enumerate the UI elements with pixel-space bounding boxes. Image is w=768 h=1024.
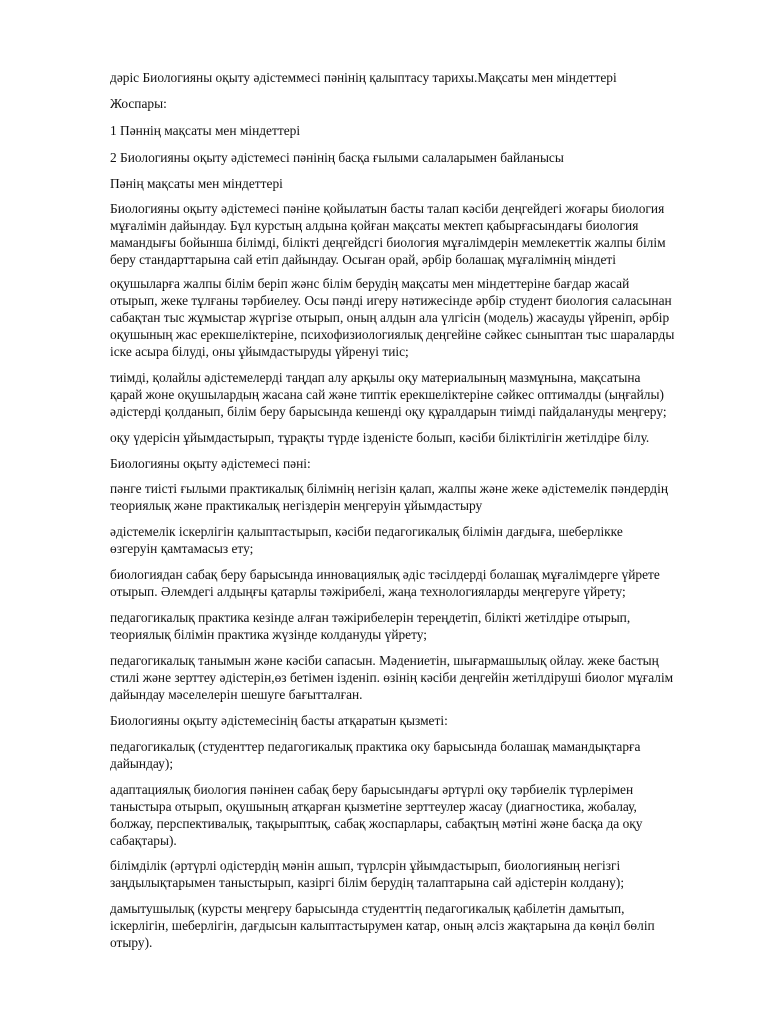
paragraph-subject-4: педагогикалық практика кезінде алған тәжірибелерін тереңдетіп, білікті жетілдіре отырып, теориялық білімін практика жүзінде колдануды үйрету; xyxy=(110,610,631,642)
paragraph-function-developing: дамытушылық (курсты меңгеру барысында студенттің педагогикалық қабілетін дамытып, іскерлігін, шеберлігін, дағдысын калыптастырумен катар, оның әлсіз жақтарына да көңіл бөліп отыру). xyxy=(110,901,655,950)
plan-heading: Жоспары: xyxy=(110,96,167,111)
paragraph-function-adaptive: адаптациялық биология пәнінен сабақ беру барысындағы әртүрлі оқу тәрбиелік түрлерімен таныстыра отырып, оқушының атқарған қызметіне зерттеулер жасау (диагностика, жобалау, болжау, перспективалық, тақырыптық, сабақ жоспарлары, сабақтың мәтіні және басқа да оқу сабақтары). xyxy=(110,782,643,848)
paragraph-subject-heading: Биологияны оқыту әдістемесі пәні: xyxy=(110,456,311,471)
paragraph-subject-2: әдістемелік іскерлігін қалыптастырып, кәсіби педагогикалық білімін дағдыға, шеберлікке өзгеруін қамтамасыз ету; xyxy=(110,524,623,556)
section-heading: Пәнің мақсаты мен міндеттері xyxy=(110,176,283,191)
paragraph-functions-heading: Биологияны оқыту әдістемесінің басты атқаратын қызметі: xyxy=(110,713,448,728)
paragraph-subject-5: педагогикалық танымын және кәсіби сапасын. Мәдениетін, шығармашылық ойлау. жеке бастың стилі және зерттеу әдістерін,өз бетімен ізденіп. өзінің кәсіби деңгейін жетілдіруші биолог мұғалім дайындау мәселелерін шешуге бағытталған. xyxy=(110,653,674,702)
paragraph-goal: Биологияны оқыту әдістемесі пәніне қойылатын басты талап кәсіби деңгейдегі жоғары биология мұғалімін дайындау. Бұл курстың алдына қойған мақсаты мектеп қабырғасындағы биология мамандығы бойынша білімді, білікті деңгейдсгі биология мұғалімдерін мемлекеттік жалпы білім беру стандарттарына сай етіп дайындау. Осыған орай, әрбір болашақ мұғалімнің міндеті xyxy=(110,201,666,267)
paragraph-students: оқушыларға жалпы білім беріп жәнс білім берудің мақсаты мен міндеттеріне бағдар жасай отырып, жеке тұлғаны тәрбиелеу. Осы пәнді игеру нәтижесінде әрбір студент биология саласынан сабақтан тыс жұмыстар жүргізе отырып, оның алдын ала үлгісін (модель) жасауды үйреніп, әрбір оқушының жас ерекшеліктеріне, психофизиологиялық деңгейіне сәйкес сыныптан тыс шараларды іске асыра білуді, оны ұйымдастыруды үйренуі тиіс; xyxy=(110,276,675,359)
plan-item-2: 2 Биологияны оқыту әдістемесі пәнінің басқа ғылыми салаларымен байланысы xyxy=(110,150,564,165)
paragraph-function-educational: білімділік (әртүрлі одістердің мәнін ашып, түрлсрін ұйымдастырып, биологияның негізгі заңдылықтарымен таныстырып, казіргі білім берудің талаптарына сай әдістерін колдану); xyxy=(110,858,625,890)
paragraph-methods: тиімді, қолайлы әдістемелерді таңдап алу арқылы оқу материалының мазмұнына, мақсатына қарай жоне оқушылардың жасана сай және типтік ерекшеліктеріне сәйкес оптималды (ыңғайлы) әдістерді қолданып, білім беру барысында кешенді оқу құралдарын тиімді пайдалануды меңгеру; xyxy=(110,370,667,419)
paragraph-subject-3: биологиядан сабақ беру барысында инновациялық әдіс тәсілдерді болашақ мұғалімдерге үйрете отырып. Әлемдегі алдыңғы қатарлы тәжірибелі, жаңа технологияларды меңгеруге үйрету; xyxy=(110,567,660,599)
plan-item-1: 1 Пәннің мақсаты мен міндеттері xyxy=(110,123,301,138)
paragraph-function-pedagogical: педагогикалық (студенттер педагогикалық практика оку барысында болашақ мамандықтарға дайындау); xyxy=(110,739,641,771)
paragraph-subject-1: пәнге тиісті ғылыми практикалық білімнің негізін қалап, жалпы және жеке әдістемелік пәндердің теориялық және практикалық негіздерін меңгеруін ұйымдастыру xyxy=(110,481,668,513)
paragraph-process: оқу үдерісін ұйымдастырып, тұрақты түрде ізденісте болып, кәсіби біліктілігін жетілдіре білу. xyxy=(110,430,650,445)
document-title: дәріс Биологияны оқыту әдістеммесі пәнінің қалыптасу тарихы.Мақсаты мен міндеттері xyxy=(110,70,617,85)
